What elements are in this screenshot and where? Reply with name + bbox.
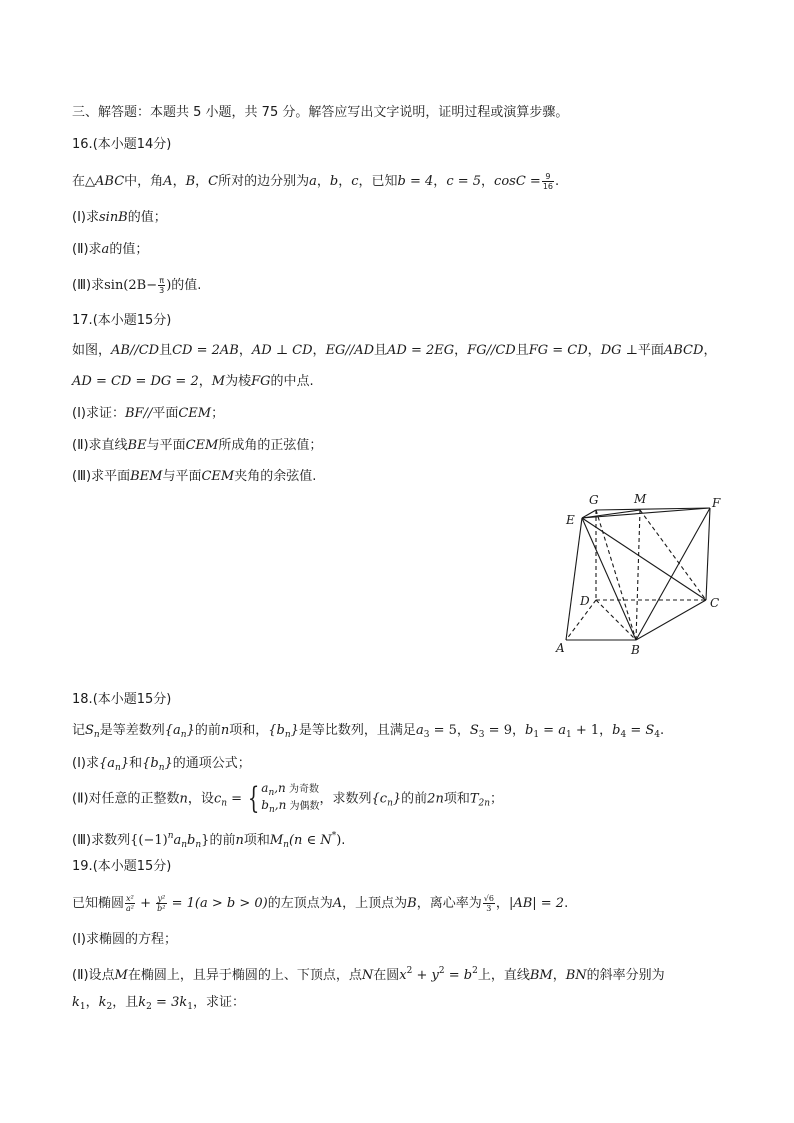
math-sub: 1 [187,1002,193,1012]
text: 且 [159,343,173,358]
text: 为偶数 [286,801,320,812]
text: ，求数列 [319,791,372,807]
case-even [261,799,319,816]
text: 如图， [72,343,112,358]
text: 记 [72,723,86,738]
math: n [235,833,244,848]
label-B: B [631,643,640,657]
frac-num: √6 [483,894,494,903]
text: ，设 [187,791,214,807]
math: {(−1) [130,833,168,848]
math: {b [268,723,285,738]
math: + y [412,968,439,983]
q18-part1 [72,755,251,777]
text: 为棱 [225,374,252,389]
q18-points: (本小题15分) [92,692,172,707]
math: b [261,798,269,812]
math: = b [444,968,473,983]
math: 2n [427,791,444,807]
text: . [555,174,560,189]
math: c [351,174,359,189]
text: 的左顶点为 [267,896,333,911]
math: = 5 [429,723,457,738]
math: sin(2B− [104,278,158,293]
edge-MB [636,510,640,640]
text: ， [587,343,601,358]
text: . [564,896,569,911]
math: + [136,896,156,911]
text: (Ⅰ)求 [72,210,99,225]
q17-number: 17. [72,313,93,328]
label-G: G [589,493,599,507]
math-sub: n [284,730,291,740]
math: T [469,791,479,807]
text: 在椭圆上，且异于椭圆的上、下顶点，点 [127,968,362,983]
text: 与平面 [146,438,186,453]
math: } [120,756,130,771]
q16-stem [72,172,559,191]
text: ， [172,174,186,189]
text: (Ⅱ)对任意的正整数 [72,791,180,807]
math: FG = CD [528,343,588,358]
frac-den: a² [126,904,134,913]
text: . [660,723,665,738]
q16-part3 [72,276,201,295]
math: C [208,174,219,189]
math-sub: n [93,730,100,740]
text: 的斜率分别为 [586,968,665,983]
text: ， [599,723,613,738]
polyhedron-figure [550,488,730,658]
frac-num: x² [126,894,134,903]
text: 上，直线 [477,968,530,983]
math: a [415,723,424,738]
math: {c [371,791,388,807]
text: ，且 [112,995,139,1010]
q17-points: (本小题15分) [92,313,172,328]
math: a [101,242,110,257]
text: 的值. [171,278,202,293]
math: △ABC [85,174,125,189]
text: (Ⅲ)求平面 [72,469,131,484]
text: ， [495,896,509,911]
math: DG ⊥ [600,343,638,358]
text: 与平面 [162,469,202,484]
math: S [85,723,94,738]
text: 和 [129,756,143,771]
q19-title [72,858,171,876]
math-sub: 2n [478,798,491,809]
text: (Ⅱ)求直线 [72,438,128,453]
text: 且 [515,343,529,358]
edge-MC [640,510,706,600]
math-sub: n [387,798,393,809]
text: ， [316,174,330,189]
q16-part1 [72,209,167,227]
math: AD = 2EG [387,343,455,358]
math-sup: 2 [472,966,478,976]
math-sub: 2 [106,1002,113,1012]
q16-number: 16. [72,137,93,152]
math: a [261,781,269,795]
math-sub: n [221,798,228,809]
frac-num: π [159,276,165,285]
math: b = 4 [397,174,434,189]
math-sub: 3 [478,730,485,740]
label-E: E [566,513,575,527]
text: . [341,833,346,848]
math-sub: 2 [146,1002,152,1012]
math-sub: 4 [654,730,661,740]
section-header: 三、解答题：本题共 5 小题，共 75 分。解答应写出文字说明，证明过程或演算步骤。 [72,105,569,120]
text: 是等比数列，且满足 [298,723,416,738]
math: ) [166,278,172,293]
text: 所对的边分别为 [218,174,310,189]
math-sub: n [158,763,165,773]
math: } [164,756,173,771]
text: 的值； [109,242,149,257]
q16-part2 [72,241,148,259]
math-sub: 1 [533,730,540,740]
math: ,n [274,781,286,795]
math-sub: n [268,788,275,798]
q19-part2 [72,962,665,985]
text: 项和 [443,791,470,807]
text: (Ⅱ)求 [72,242,102,257]
text: ， [312,343,326,358]
math: BE [127,438,147,453]
text: 且 [374,343,388,358]
math-sub: n [283,840,289,850]
q18-stem [72,722,664,744]
text: 已知椭圆 [72,896,125,911]
text: ， [433,174,447,189]
math: M [114,968,128,983]
text: (Ⅲ)求 [72,278,105,293]
math: b [187,833,196,848]
math: ABCD [663,343,704,358]
text: ， [456,723,470,738]
left-brace-icon: { [248,781,260,816]
math: c = 5 [446,174,482,189]
text: 的前 [401,791,428,807]
text: 是等差数列 [99,723,165,738]
math: {a [98,756,116,771]
q17-stem-line1 [72,342,716,360]
math: ,n [274,798,287,812]
math: k [138,995,147,1010]
frac-num: y² [157,894,166,903]
math: = 9 [484,723,512,738]
q19-part2-line2 [72,994,245,1016]
math: AD = CD = DG = 2 [72,374,199,389]
math: n [179,791,188,807]
text: 的值； [127,210,167,225]
text: 的前 [194,723,221,738]
q17-part1 [72,405,224,423]
math: = [227,791,247,807]
math: b [612,723,621,738]
math-sup: 2 [406,966,413,976]
case-odd [261,782,319,799]
text: ； [490,791,504,807]
q16-points: (本小题14分) [92,137,172,152]
label-D: D [580,594,590,608]
math-sup: 2 [438,966,445,976]
math: FG//CD [467,343,516,358]
math: = 3k [151,995,188,1010]
text: 所成角的正弦值； [218,438,323,453]
frac-den: 16 [542,182,553,191]
math: N [361,968,374,983]
text: ， [338,174,352,189]
math-sup: n [167,831,174,841]
math: n [220,723,230,738]
math-sub: n [180,730,187,740]
q18-number: 18. [72,692,93,707]
text: ， [454,343,468,358]
text: ，求证： [192,995,245,1010]
math: + 1 [571,723,600,738]
q19-part1: (Ⅰ)求椭圆的方程； [72,932,177,947]
text: ； [211,406,225,421]
fraction [156,894,166,913]
math-sub: 4 [620,730,627,740]
text: ，上顶点为 [342,896,408,911]
frac-den: 3 [159,286,165,295]
math: EG//AD [325,343,375,358]
math: x [399,968,407,983]
text: 中，角 [124,174,164,189]
text: ， [198,374,212,389]
math: S [469,723,479,738]
fraction [542,172,554,191]
math: BF// [124,406,153,421]
text: 夹角的余弦值. [234,469,317,484]
math: M [269,833,284,848]
label-M: M [634,492,647,506]
math-sub: 1 [565,730,572,740]
text: ，离心率为 [416,896,482,911]
q17-stem-line2 [72,373,314,391]
edge-BF [636,508,710,640]
fraction [158,276,165,295]
text: ， [481,174,495,189]
q17-title [72,312,171,330]
text: 为奇数 [285,784,319,795]
label-C: C [710,596,720,610]
math: |AB| = 2 [508,896,565,911]
text: 的通项公式； [172,756,251,771]
math: {a [164,723,181,738]
math: CEM [178,406,212,421]
text: 项和， [229,723,269,738]
math: k [72,995,80,1010]
edge-EA [566,518,582,640]
text: 在 [72,174,86,189]
math: = S [626,723,655,738]
frac-den: b² [157,904,166,913]
math: M [211,374,226,389]
math: B [185,174,196,189]
q17-part2 [72,437,322,455]
text: ， [238,343,252,358]
math: sinB [98,210,128,225]
math: B [407,896,417,911]
math: k [98,995,107,1010]
text: ，已知 [358,174,398,189]
text: 的中点. [270,374,314,389]
text: ， [552,968,566,983]
math-sub: n [268,805,275,815]
text: 平面 [637,343,664,358]
math: a [309,174,317,189]
frac-num: 9 [542,172,554,182]
math: BN [565,968,587,983]
math: cosC = [494,174,541,189]
fraction [125,894,135,913]
math: CEM [201,469,235,484]
label-A: A [556,641,565,655]
text: (Ⅱ)设点 [72,968,115,983]
q18-part3 [72,827,345,854]
math: b [329,174,339,189]
math-sub: n [115,763,121,773]
math: } [290,723,299,738]
q19-stem [72,891,568,917]
text: ， [511,723,525,738]
q18-title [72,691,171,709]
math: FG [251,374,271,389]
text: (Ⅲ)求数列 [72,833,131,848]
math: CEM [185,438,219,453]
math-sub: 3 [423,730,430,740]
q17-part3 [72,468,316,486]
math: } [392,791,402,807]
math: = 1(a > b > 0) [167,896,268,911]
text: ， [85,995,99,1010]
math: BEM [130,469,163,484]
label-F: F [712,496,721,510]
text: 项和 [243,833,270,848]
edge-BC [636,600,706,640]
q16-title [72,136,171,154]
math: c [213,791,222,807]
math: CD = 2AB [172,343,239,358]
math: A [163,174,173,189]
text: 在圆 [373,968,400,983]
q19-number: 19. [72,859,93,874]
fraction [483,894,495,913]
text: (Ⅰ)求证： [72,406,125,421]
text: ， [703,343,717,358]
edge-FC [706,508,710,600]
math: ) [336,833,342,848]
math-sub: 1 [79,1002,86,1012]
math-sub: n [195,840,202,850]
q19-points: (本小题15分) [92,859,172,874]
math: } [201,833,210,848]
math: AB//CD [111,343,160,358]
math-sub: n [181,840,188,850]
math-sup: * [331,831,337,841]
math: BM [529,968,553,983]
piecewise-cases [261,782,319,816]
frac-den: 3 [486,904,492,913]
text: 平面 [152,406,179,421]
text: (Ⅰ)求 [72,756,99,771]
text: 的前 [209,833,236,848]
math: a [173,833,182,848]
math: {b [142,756,159,771]
math: = a [539,723,566,738]
q18-part2 [72,782,503,819]
math: b [524,723,534,738]
math: AD ⊥ CD [251,343,313,358]
math: } [186,723,195,738]
math: A [332,896,343,911]
text: ， [195,174,209,189]
math: (n ∈ N [288,833,332,848]
